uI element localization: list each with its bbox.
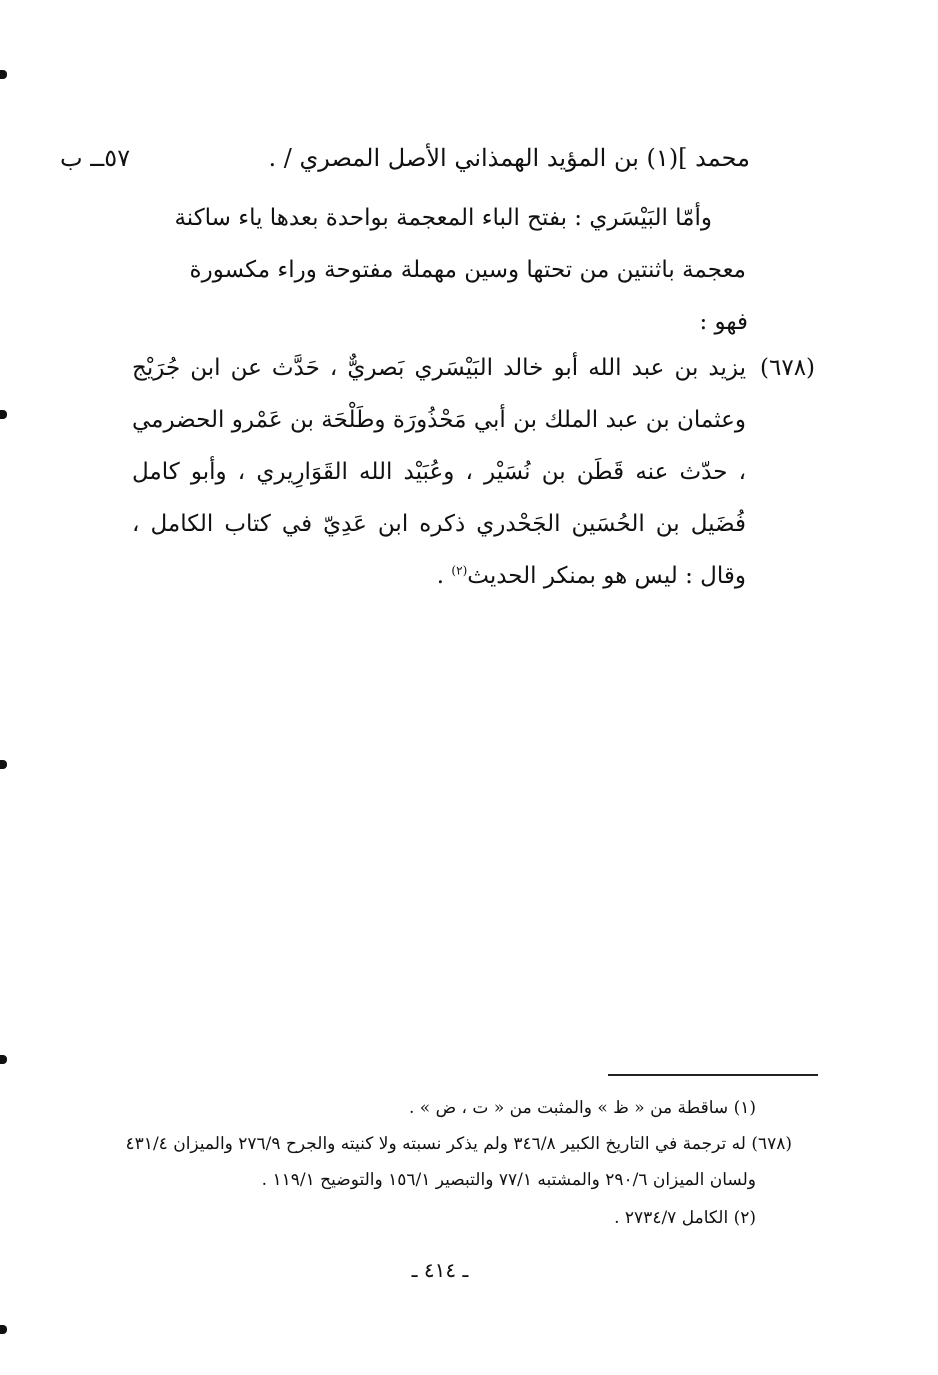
entry-number: (٦٧٨) <box>760 355 816 381</box>
margin-mark <box>0 70 7 79</box>
manuscript-folio: ٥٧ــ ب <box>60 144 131 172</box>
running-header <box>60 138 750 178</box>
footnote-1: (١) ساقطة من « ظ » والمثبت من « ت ، ض » . <box>408 1098 756 1118</box>
margin-mark <box>0 410 7 419</box>
page-number: ـ ٤١٤ ـ <box>411 1258 469 1282</box>
entry-end: . <box>436 563 452 589</box>
entry-text <box>132 342 746 602</box>
intro-line-1: وأمّا البَيْسَري : بفتح الباء المعجمة بواحدة بعدها ياء ساكنة <box>174 205 712 231</box>
footnote-marker: (٢) <box>451 563 468 578</box>
margin-mark <box>0 760 7 769</box>
margin-mark <box>0 1325 7 1334</box>
footnote-678-line-2: ولسان الميزان ٢٩٠/٦ والمشتبه ٧٧/١ والتبصير ١٥٦/١ والتوضيح ١١٩/١ . <box>261 1170 756 1190</box>
entry-body-text: يزيد بن عبد الله أبو خالد البَيْسَري بَصريٌّ ، حَدَّث عن ابن جُرَيْج وعثمان بن عبد الملك بن أبي مَحْذُورَة وطَلْحَة بن عَمْرو الحضرمي ، حدّث عنه قَطَن بن نُسَيْر ، وعُبَيْد الله القَوَارِيري ، وأبو كامل فُضَيل بن الحُسَين الجَحْدري ذكره ابن عَدِيّ في كتاب الكامل ، وقال : ليس هو بمنكر الحديث <box>132 355 747 589</box>
footnote-divider <box>608 1074 818 1076</box>
footnote-678-line-1: (٦٧٨) له ترجمة في التاريخ الكبير ٣٤٦/٨ ولم يذكر نسبته ولا كنيته والجرح ٢٧٦/٩ والميزان ٤٣١/٤ <box>125 1134 792 1154</box>
intro-line-2: معجمة باثنتين من تحتها وسين مهملة مفتوحة وراء مكسورة <box>189 257 746 283</box>
intro-line-3: فهو : <box>699 309 748 335</box>
header-text: محمد ](١) بن المؤيد الهمذاني الأصل المصري / . <box>268 144 750 172</box>
margin-mark <box>0 1055 7 1064</box>
footnote-2: (٢) الكامل ٢٧٣٤/٧ . <box>614 1208 756 1228</box>
